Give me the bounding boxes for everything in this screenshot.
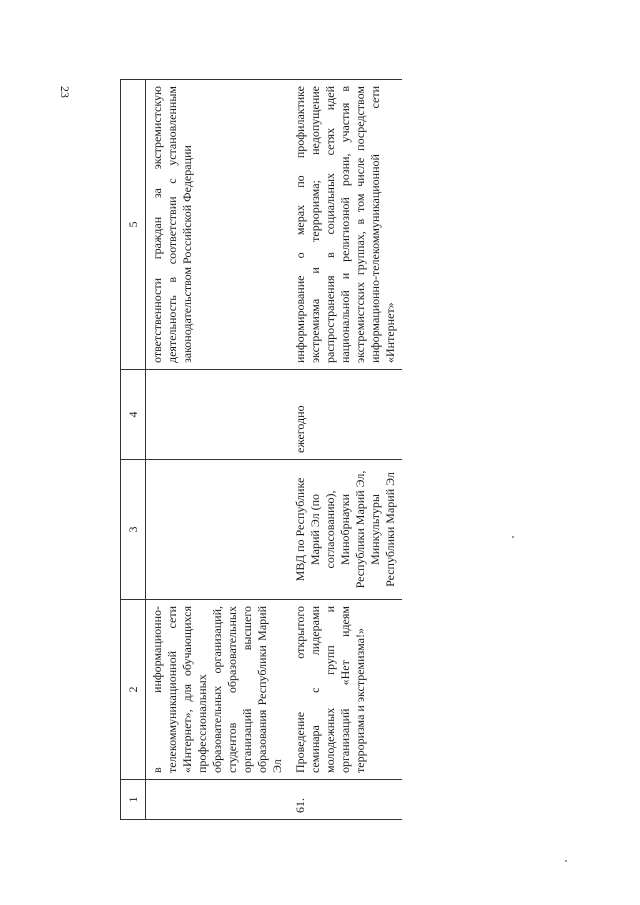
table-row: [146, 80, 290, 820]
executors-cell: МВД по Республике Марий Эл (по согласованию), Минобрнауки Республики Марий Эл, Минкультуры Республики Марий Эл: [289, 460, 402, 600]
header-col-4: 4: [121, 370, 146, 460]
executors-cell: [146, 460, 290, 600]
scan-speck: [512, 536, 514, 538]
row-number: [146, 780, 290, 820]
scan-speck: [565, 860, 567, 862]
header-col-3: 3: [121, 460, 146, 600]
measures-table: [120, 79, 402, 820]
table-row: [289, 80, 402, 820]
result-cell: информирование о мерах по профилактике экстремизма и терроризма; недопущение распространения в социальных сетях идей национальной и религиозной розни, участия в экстремистских группах, в том числе посредством информационно-телекоммуникационной сети «Интернет»: [289, 80, 402, 370]
page-number: 23: [58, 86, 72, 98]
table-header-row: [121, 80, 146, 820]
row-number: 61.: [289, 780, 402, 820]
term-cell: [146, 370, 290, 460]
activity-cell: в информационно-телекоммуникационной сети «Интернет», для обучающихся профессиональных образовательных организаций, студентов образовательных организаций высшего образования Республики Марий Эл: [146, 600, 290, 780]
result-cell: ответственности граждан за экстремистскую деятельность в соответствии с установленным законодательством Российской Федерации: [146, 80, 290, 370]
rotated-table-container: [120, 80, 520, 820]
header-col-2: 2: [121, 600, 146, 780]
term-cell: ежегодно: [289, 370, 402, 460]
activity-cell: Проведение открытого семинара с лидерами молодежных групп и организаций «Нет идеям терроризма и экстремизма!»: [289, 600, 402, 780]
header-col-1: 1: [121, 780, 146, 820]
header-col-5: 5: [121, 80, 146, 370]
